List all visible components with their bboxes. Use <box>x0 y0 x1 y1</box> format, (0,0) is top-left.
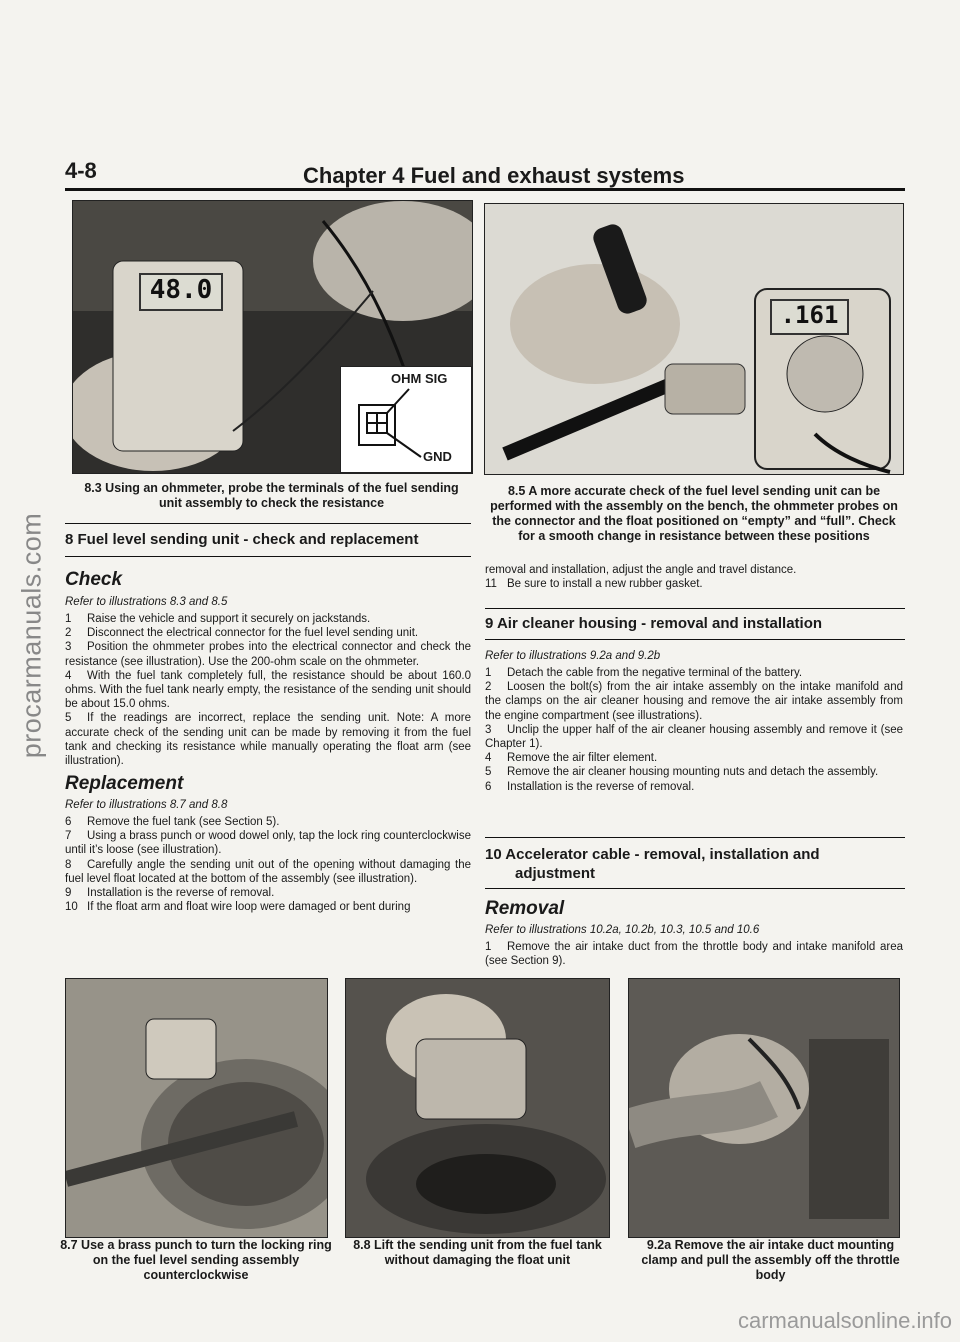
caption-8-8: 8.8 Lift the sending unit from the fuel tank without damaging the float unit <box>353 1238 602 1267</box>
step-2: 2 Disconnect the electrical connector for the fuel level sending unit. <box>65 627 419 640</box>
section-10-step-1: 1 Remove the air intake duct from the throttle body and intake manifold area (see Section 9). <box>485 941 903 968</box>
caption-8-7: 8.7 Use a brass punch to turn the locking ring on the fuel level sending assembly counterclockwise <box>60 1238 332 1282</box>
check-ref: Refer to illustrations 8.3 and 8.5 <box>65 596 228 608</box>
s9-step-6: 6 Installation is the reverse of removal. <box>485 780 695 793</box>
step-6: 6 Remove the fuel tank (see Section 5). <box>65 816 280 828</box>
removal-heading: Removal <box>485 898 565 919</box>
photo-8-3 <box>72 200 473 474</box>
section-9-title: 9 Air cleaner housing - removal and installation <box>485 615 823 632</box>
bottom-watermark: carmanualsonline.info <box>737 1308 952 1333</box>
s9-step-2: 2 Loosen the bolt(s) from the air intake assembly on the intake manifold and the clamps on the air cleaner housing and remove the air intake assembly from the engine compartment (see illustrations). <box>485 681 903 722</box>
step-9: 9 Installation is the reverse of removal. <box>65 887 275 900</box>
caption-8-3: 8.3 Using an ohmmeter, probe the terminals of the fuel sending unit assembly to check the resistance <box>84 481 459 510</box>
section-8-bottom-rule <box>65 556 471 557</box>
s9-step-3: 3 Unclip the upper half of the air cleaner housing assembly and remove it (see Chapter 1). <box>485 723 903 751</box>
section-9-bottom-rule <box>485 639 905 640</box>
replacement-ref: Refer to illustrations 8.7 and 8.8 <box>65 799 228 811</box>
step-3: 3 Position the ohmmeter probes into the electrical connector and check the resistance (see illustration). Use the 200-ohm scale on the ohmmeter. <box>65 641 471 668</box>
ohm-sig-label: OHM SIG <box>391 371 448 386</box>
s9-step-5: 5 Remove the air cleaner housing mounting nuts and detach the assembly. <box>485 766 879 779</box>
check-heading: Check <box>65 569 123 590</box>
section-10-top-rule <box>485 837 905 838</box>
ohmmeter-display-bench: .161 <box>770 299 849 335</box>
photo-8-7-illustration <box>66 979 327 1237</box>
step-1: 1 Raise the vehicle and support it securely on jackstands. <box>65 613 371 625</box>
connector-diagram <box>340 366 472 473</box>
photo-9-2a <box>628 978 900 1238</box>
photo-8-7 <box>65 978 328 1238</box>
section-10-title-line2: adjustment <box>515 865 596 882</box>
gnd-label: GND <box>423 449 452 464</box>
caption-9-2a: 9.2a Remove the air intake duct mounting clamp and pull the assembly off the throttle body <box>641 1238 900 1282</box>
step-4: 4 With the fuel tank completely full, the resistance should be about 160.0 ohms. With the fuel tank nearly empty, the resistance of the sending unit should be about 15.0 ohms. <box>65 669 471 711</box>
connector-symbol <box>351 387 431 467</box>
page-number: 4-8 <box>65 158 97 183</box>
caption-8-5: 8.5 A more accurate check of the fuel level sending unit can be performed with the assembly on the bench, the ohmmeter probes on the connector and the float positioned on “empty” and “full”. Check for a smooth change in resistance between these positions <box>490 484 898 543</box>
section-10-title-line1: 10 Accelerator cable - removal, installation and <box>485 846 820 863</box>
check-steps <box>65 612 471 768</box>
section-8-continued <box>485 563 903 591</box>
photo-8-8-illustration <box>346 979 609 1237</box>
section-10-ref: Refer to illustrations 10.2a, 10.2b, 10.3, 10.5 and 10.6 <box>485 924 760 936</box>
replacement-steps <box>65 815 471 914</box>
side-watermark: procarmanuals.com <box>16 512 47 759</box>
step-7: 7 Using a brass punch or wood dowel only, tap the lock ring counterclockwise until it’s loose (see illustration). <box>65 830 471 857</box>
photo-8-8 <box>345 978 610 1238</box>
section-10-bottom-rule <box>485 888 905 889</box>
s9-step-4: 4 Remove the air filter element. <box>485 752 658 765</box>
section-8-title: 8 Fuel level sending unit - check and replacement <box>65 531 419 548</box>
chapter-title: Chapter 4 Fuel and exhaust systems <box>303 163 685 188</box>
step-8: 8 Carefully angle the sending unit out of the opening without damaging the fuel level float located at the bottom of the assembly (see illustration). <box>65 858 471 885</box>
step-10: 10 If the float arm and float wire loop were damaged or bent during <box>65 901 411 914</box>
ohmmeter-display: 48.0 <box>139 273 223 311</box>
s9-step-1: 1 Detach the cable from the negative terminal of the battery. <box>485 667 803 679</box>
photo-9-2a-illustration <box>629 979 899 1237</box>
section-9-steps <box>485 666 903 794</box>
section-8-top-rule <box>65 523 471 524</box>
photo-8-5 <box>484 203 904 475</box>
step-11: 11 Be sure to install a new rubber gasket. <box>485 578 703 591</box>
section-10-title <box>485 845 905 883</box>
photo-8-5-illustration <box>485 204 903 474</box>
step-5: 5 If the readings are incorrect, replace the sending unit. Note: A more accurate check of the sending unit can be made by removing it from the fuel tank and checking its resistance while manually operating the float arm (see illustration). <box>65 712 471 768</box>
section-9-top-rule <box>485 608 905 609</box>
header-rule <box>65 188 905 191</box>
section-9-ref: Refer to illustrations 9.2a and 9.2b <box>485 650 661 662</box>
replacement-heading: Replacement <box>65 773 184 794</box>
continued-text: removal and installation, adjust the angle and travel distance. <box>485 564 797 576</box>
